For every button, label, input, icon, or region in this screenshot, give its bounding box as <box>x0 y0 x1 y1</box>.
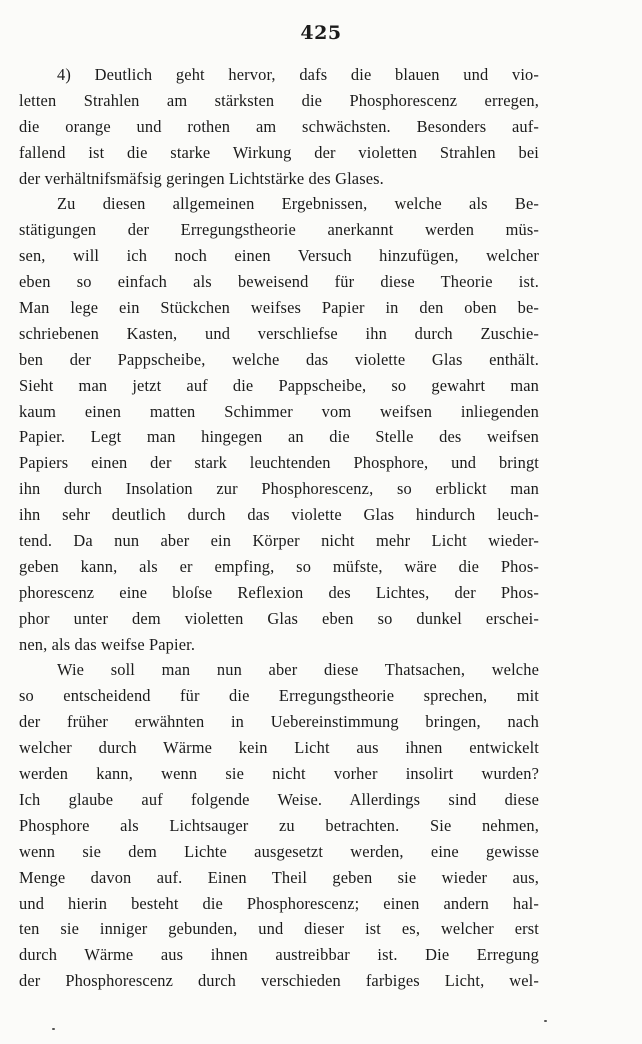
text-line: phor unter dem violetten Glas eben so dunkel erschei- <box>19 608 539 628</box>
text-line: Papiers einen der stark leuchtenden Phosphore, und bringt <box>19 453 539 473</box>
text-line: und hierin besteht die Phosphorescenz; einen andern hal- <box>19 893 539 913</box>
text-line: Papier. Legt man hingegen an die Stelle des weifsen <box>19 427 539 447</box>
text-line: wenn sie dem Lichte ausgesetzt werden, eine gewisse <box>19 841 539 861</box>
text-line: Ich glaube auf folgende Weise. Allerdings sind diese <box>19 789 539 809</box>
text-line: so entscheidend für die Erregungstheorie sprechen, mit <box>19 686 539 706</box>
text-line: werden kann, wenn sie nicht vorher insolirt wurden? <box>19 764 539 784</box>
text-line: 4) Deutlich geht hervor, dafs die blauen und vio- <box>57 65 539 84</box>
text-line: der verhältnifsmäfsig geringen Lichtstärke des Glases. <box>19 168 384 188</box>
text-line: Wie soll man nun aber diese Thatsachen, welche <box>57 660 539 680</box>
text-line: Sieht man jetzt auf die Pappscheibe, so gewahrt man <box>19 375 539 395</box>
print-speck <box>544 1020 547 1022</box>
text-line: tend. Da nun aber ein Körper nicht mehr Licht wieder- <box>19 531 539 551</box>
text-line: sen, will ich noch einen Versuch hinzufügen, welcher <box>19 246 539 266</box>
text-line: ihn sehr deutlich durch das violette Glas hindurch leuch- <box>19 505 539 525</box>
text-line: schriebenen Kasten, und verschliefse ihn durch Zuschie- <box>19 323 539 343</box>
text-line: eben so einfach als beweisend für diese Theorie ist. <box>19 272 539 292</box>
text-line: geben kann, als er empfing, so müfste, wäre die Phos- <box>19 556 539 576</box>
text-line: Zu diesen allgemeinen Ergebnissen, welche als Be- <box>57 194 539 214</box>
text-line: phorescenz eine bloſse Reflexion des Lichtes, der Phos- <box>19 582 539 602</box>
text-line: die orange und rothen am schwächsten. Besonders auf- <box>19 116 539 136</box>
text-line: stätigungen der Erregungstheorie anerkannt werden müs- <box>19 220 539 240</box>
text-line: fallend ist die starke Wirkung der violetten Strahlen bei <box>19 142 539 162</box>
text-line: nen, als das weifse Papier. <box>19 634 196 654</box>
page-number: 425 <box>300 22 342 44</box>
text-line: kaum einen matten Schimmer vom weifsen inliegenden <box>19 401 539 421</box>
text-line: der früher erwähnten in Uebereinstimmung bringen, nach <box>19 712 539 732</box>
text-line: welcher durch Wärme kein Licht aus ihnen entwickelt <box>19 738 539 758</box>
text-line: Phosphore als Lichtsauger zu betrachten. Sie nehmen, <box>19 815 539 835</box>
text-line: Menge davon auf. Einen Theil geben sie wieder aus, <box>19 867 539 887</box>
text-line: letten Strahlen am stärksten die Phosphorescenz erregen, <box>19 90 539 110</box>
print-speck <box>52 1028 55 1030</box>
text-line: durch Wärme aus ihnen austreibbar ist. Die Erregung <box>19 945 539 965</box>
text-line: ten sie inniger gebunden, und dieser ist es, welcher erst <box>19 919 539 939</box>
text-line: ben der Pappscheibe, welche das violette Glas enthält. <box>19 349 539 369</box>
text-line: der Phosphorescenz durch verschieden farbiges Licht, wel- <box>19 971 539 991</box>
text-line: Man lege ein Stückchen weifses Papier in den oben be- <box>19 298 539 318</box>
body-text <box>19 62 539 994</box>
text-line: ihn durch Insolation zur Phosphorescenz, so erblickt man <box>19 479 539 499</box>
